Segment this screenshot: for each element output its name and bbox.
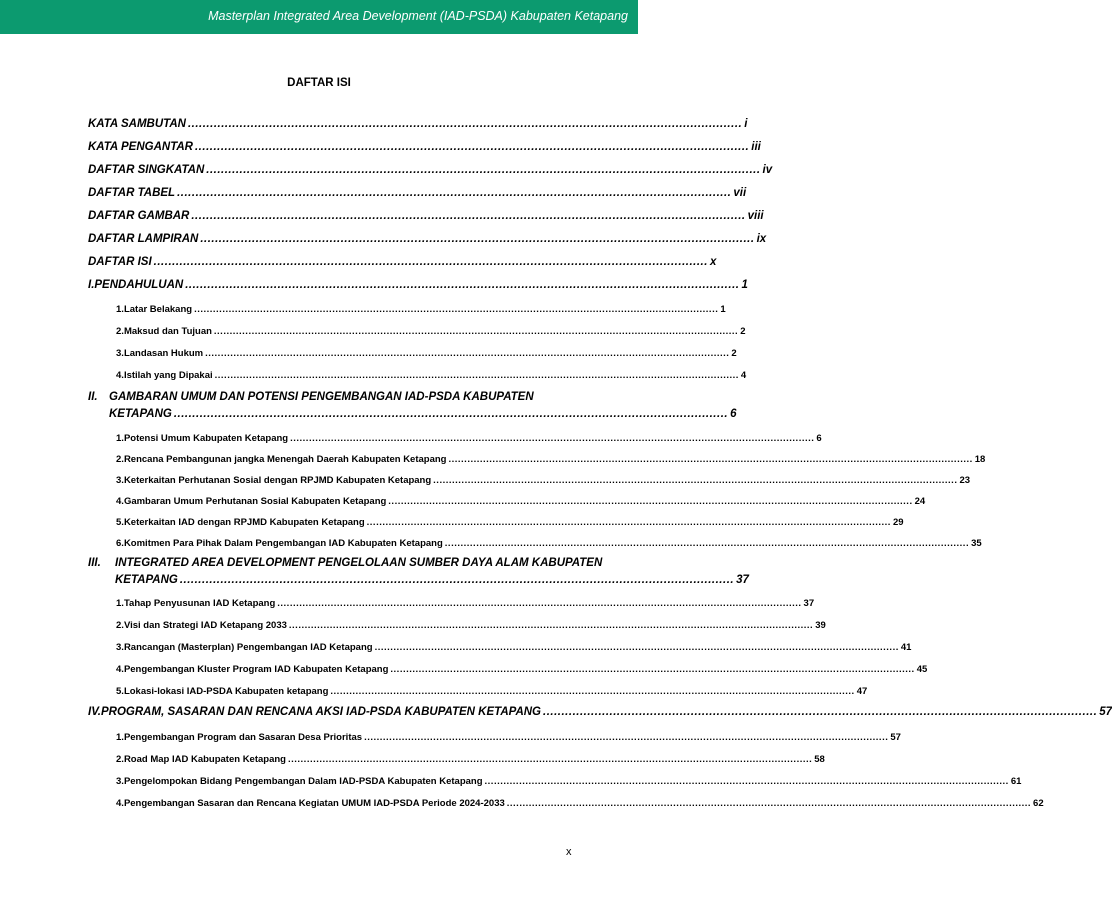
leader-dots: .......................................................................................................................................................................: [288, 620, 814, 631]
page-number: x: [566, 846, 572, 858]
toc-chapter[interactable]: [88, 279, 748, 291]
subentry-number: 2.: [116, 620, 124, 631]
chapter-number: II.: [88, 391, 98, 403]
subentry-label: Pengembangan Program dan Sasaran Desa Prioritas: [123, 732, 363, 743]
leader-dots: ......................................................................................................................................................: [206, 164, 761, 176]
toc-entry[interactable]: [88, 118, 748, 130]
subentry-label: Komitmen Para Pihak Dalam Pengembangan IAD Kabupaten Ketapang: [123, 538, 443, 549]
subentry-label: Latar Belakang: [123, 304, 193, 315]
subentry-label: Pengembangan Kluster Program IAD Kabupaten Ketapang: [123, 664, 389, 675]
toc-subentry[interactable]: [116, 517, 904, 528]
toc-chapter[interactable]: [115, 574, 749, 586]
subentry-number: 6.: [116, 538, 124, 549]
subentry-label: Pengembangan Sasaran dan Rencana Kegiatan UMUM IAD-PSDA Periode 2024-2033: [123, 798, 505, 809]
subentry-label: Visi dan Strategi IAD Ketapang 2033: [123, 620, 287, 631]
header-bar: [0, 0, 638, 34]
leader-dots: .......................................................................................................................................................................: [433, 475, 958, 486]
toc-entry[interactable]: [88, 256, 717, 268]
toc-chapter-heading[interactable]: [88, 557, 602, 569]
toc-subentry[interactable]: [116, 370, 747, 381]
toc-entry-page: 29: [892, 517, 904, 528]
subentry-number: 1.: [116, 732, 124, 743]
subentry-label: Keterkaitan Perhutanan Sosial dengan RPJMD Kabupaten Ketapang: [123, 475, 432, 486]
chapter-number: III.: [88, 557, 101, 569]
toc-entry-page: 45: [916, 664, 928, 675]
subentry-label: Keterkaitan IAD dengan RPJMD Kabupaten Ketapang: [123, 517, 365, 528]
subentry-number: 4.: [116, 798, 124, 809]
chapter-title: PENDAHULUAN: [94, 279, 184, 291]
toc-entry-page: 6: [730, 408, 737, 420]
leader-dots: ......................................................................................................................................................: [179, 574, 735, 586]
subentry-label: Landasan Hukum: [123, 348, 204, 359]
toc-entry-page: 24: [914, 496, 926, 507]
toc-entry-page: 62: [1033, 798, 1044, 809]
leader-dots: .......................................................................................................................................................................: [287, 754, 813, 765]
chapter-title-line2: KETAPANG: [115, 574, 178, 586]
subentry-label: Istilah yang Dipakai: [123, 370, 213, 381]
toc-entry-page: i: [744, 118, 748, 130]
toc-entry-page: 57: [890, 732, 901, 743]
toc-subentry[interactable]: [116, 664, 928, 675]
toc-entry-page: 23: [959, 475, 971, 486]
toc-entry-page: 4: [740, 370, 747, 381]
toc-entry[interactable]: [88, 187, 747, 199]
toc-entry-page: 1: [741, 279, 748, 291]
subentry-number: 4.: [116, 370, 124, 381]
subentry-number: 1.: [116, 304, 124, 315]
leader-dots: ......................................................................................................................................................: [194, 141, 750, 153]
leader-dots: .......................................................................................................................................................................: [366, 517, 891, 528]
toc-subentry[interactable]: [116, 732, 901, 743]
toc-entry[interactable]: [88, 164, 773, 176]
toc-entry-page: 39: [815, 620, 826, 631]
leader-dots: .......................................................................................................................................................................: [330, 686, 855, 697]
toc-chapter[interactable]: [109, 408, 737, 420]
toc-entry-page: 37: [803, 598, 815, 609]
leader-dots: ......................................................................................................................................................: [177, 187, 732, 199]
toc-subentry[interactable]: [116, 754, 825, 765]
toc-chapter[interactable]: [88, 706, 1112, 718]
leader-dots: .......................................................................................................................................................................: [214, 370, 739, 381]
toc-entry-page: 57: [1099, 706, 1112, 718]
toc-subentry[interactable]: [116, 475, 971, 486]
toc-entry-page: 2: [740, 326, 746, 337]
subentry-label: Maksud dan Tujuan: [123, 326, 212, 337]
toc-entry-page: 18: [974, 454, 986, 465]
leader-dots: .......................................................................................................................................................................: [213, 326, 739, 337]
subentry-number: 5.: [116, 686, 124, 697]
leader-dots: .......................................................................................................................................................................: [390, 664, 915, 675]
subentry-number: 4.: [116, 496, 124, 507]
toc-entry-page: 58: [814, 754, 825, 765]
toc-subentry[interactable]: [116, 642, 912, 653]
toc-entry-page: ix: [756, 233, 767, 245]
toc-entry-page: vii: [733, 187, 747, 199]
subentry-label: Rancangan (Masterplan) Pengembangan IAD Ketapang: [123, 642, 373, 653]
toc-entry[interactable]: [88, 210, 764, 222]
leader-dots: ......................................................................................................................................................: [153, 256, 708, 268]
chapter-title: PROGRAM, SASARAN DAN RENCANA AKSI IAD-PSDA KABUPATEN KETAPANG: [101, 706, 542, 718]
subentry-number: 2.: [116, 454, 124, 465]
toc-entry-page: iv: [762, 164, 773, 176]
subentry-label: Pengelompokan Bidang Pengembangan Dalam IAD-PSDA Kabupaten Ketapang: [123, 776, 483, 787]
toc-chapter-heading[interactable]: [88, 391, 534, 403]
chapter-title-line2: KETAPANG: [109, 408, 172, 420]
toc-subentry[interactable]: [116, 433, 822, 444]
toc-entry-label: DAFTAR TABEL: [88, 187, 176, 199]
toc-subentry[interactable]: [116, 620, 826, 631]
leader-dots: .......................................................................................................................................................................: [448, 454, 973, 465]
leader-dots: ......................................................................................................................................................: [191, 210, 746, 222]
subentry-number: 4.: [116, 664, 124, 675]
toc-subentry[interactable]: [116, 304, 726, 315]
toc-entry-page: iii: [751, 141, 761, 153]
toc-subentry[interactable]: [116, 686, 868, 697]
leader-dots: .......................................................................................................................................................................: [290, 433, 815, 444]
subentry-label: Tahap Penyusunan IAD Ketapang: [123, 598, 276, 609]
toc-entry[interactable]: [88, 141, 761, 153]
leader-dots: .......................................................................................................................................................................: [388, 496, 913, 507]
chapter-number: I.: [88, 279, 95, 291]
subentry-number: 3.: [116, 776, 124, 787]
leader-dots: ......................................................................................................................................................: [200, 233, 755, 245]
toc-subentry[interactable]: [116, 348, 737, 359]
subentry-number: 2.: [116, 326, 124, 337]
leader-dots: .......................................................................................................................................................................: [277, 598, 802, 609]
toc-entry-page: 35: [971, 538, 982, 549]
toc-entry-page: 37: [736, 574, 749, 586]
subentry-number: 5.: [116, 517, 124, 528]
toc-entry-label: DAFTAR ISI: [88, 256, 152, 268]
toc-subentry[interactable]: [116, 326, 746, 337]
leader-dots: .......................................................................................................................................................................: [205, 348, 730, 359]
chapter-title-line1: GAMBARAN UMUM DAN POTENSI PENGEMBANGAN IAD-PSDA KABUPATEN: [109, 391, 534, 403]
leader-dots: ......................................................................................................................................................: [185, 279, 740, 291]
toc-entry-label: DAFTAR GAMBAR: [88, 210, 190, 222]
leader-dots: ......................................................................................................................................................: [187, 118, 743, 130]
leader-dots: ......................................................................................................................................................: [173, 408, 729, 420]
subentry-number: 1.: [116, 433, 124, 444]
chapter-number: IV.: [88, 706, 102, 718]
toc-entry-label: KATA PENGANTAR: [88, 141, 193, 153]
subentry-number: 3.: [116, 475, 124, 486]
subentry-label: Road Map IAD Kabupaten Ketapang: [123, 754, 286, 765]
subentry-label: Rencana Pembangunan jangka Menengah Daerah Kabupaten Ketapang: [123, 454, 447, 465]
toc-entry-page: 6: [816, 433, 822, 444]
toc-subentry[interactable]: [116, 454, 986, 465]
toc-entry[interactable]: [88, 233, 767, 245]
subentry-label: Lokasi-lokasi IAD-PSDA Kabupaten ketapang: [123, 686, 329, 697]
header-title: Masterplan Integrated Area Development (IAD-PSDA) Kabupaten Ketapang: [208, 9, 628, 23]
toc-subentry[interactable]: [116, 598, 815, 609]
leader-dots: ......................................................................................................................................................: [543, 706, 1098, 718]
toc-entry-label: DAFTAR LAMPIRAN: [88, 233, 199, 245]
subentry-number: 2.: [116, 754, 124, 765]
leader-dots: .......................................................................................................................................................................: [444, 538, 970, 549]
toc-entry-page: 61: [1010, 776, 1022, 787]
leader-dots: .......................................................................................................................................................................: [194, 304, 719, 315]
leader-dots: .......................................................................................................................................................................: [484, 776, 1009, 787]
toc-entry-page: 41: [900, 642, 912, 653]
toc-entry-page: 47: [856, 686, 868, 697]
toc-subentry[interactable]: [116, 538, 982, 549]
toc-subentry[interactable]: [116, 798, 1044, 809]
chapter-title-line1: INTEGRATED AREA DEVELOPMENT PENGELOLAAN SUMBER DAYA ALAM KABUPATEN: [115, 557, 603, 569]
toc-entry-page: viii: [747, 210, 764, 222]
toc-entry-page: 1: [720, 304, 726, 315]
toc-subentry[interactable]: [116, 496, 926, 507]
toc-entry-label: DAFTAR SINGKATAN: [88, 164, 205, 176]
subentry-number: 3.: [116, 642, 124, 653]
toc-entry-page: 2: [731, 348, 737, 359]
subentry-label: Potensi Umum Kabupaten Ketapang: [123, 433, 289, 444]
toc-entry-page: x: [709, 256, 717, 268]
subentry-label: Gambaran Umum Perhutanan Sosial Kabupaten Ketapang: [123, 496, 387, 507]
leader-dots: .......................................................................................................................................................................: [364, 732, 889, 743]
leader-dots: .......................................................................................................................................................................: [374, 642, 899, 653]
subentry-number: 1.: [116, 598, 124, 609]
toc-subentry[interactable]: [116, 776, 1022, 787]
toc-entry-label: KATA SAMBUTAN: [88, 118, 186, 130]
subentry-number: 3.: [116, 348, 124, 359]
page-title: DAFTAR ISI: [287, 77, 351, 89]
leader-dots: .......................................................................................................................................................................: [506, 798, 1032, 809]
